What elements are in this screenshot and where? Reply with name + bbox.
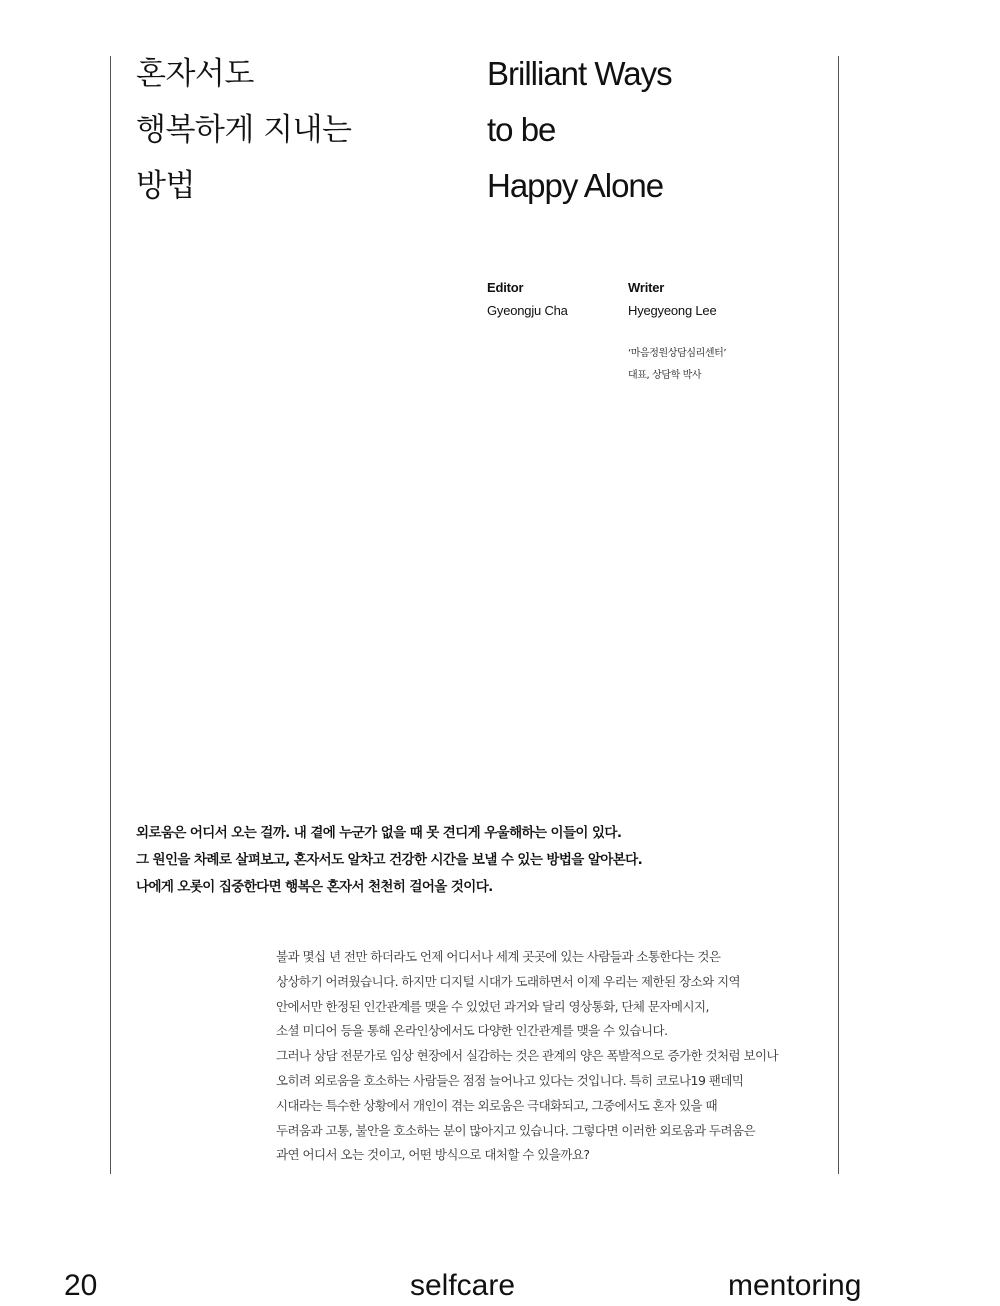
lede-paragraph: [136, 820, 642, 901]
body-line: 소셜 미디어 등을 통해 온라인상에서도 다양한 인간관계를 맺을 수 있습니다.: [276, 1023, 668, 1039]
editor-role-label: Editor: [487, 280, 524, 295]
korean-title: [136, 46, 351, 214]
body-line: 과연 어디서 오는 것이고, 어떤 방식으로 대처할 수 있을까요?: [276, 1147, 590, 1163]
lede-line: 나에게 오롯이 집중한다면 행복은 혼자서 천천히 걸어올 것이다.: [136, 879, 493, 895]
right-margin-rule: [838, 56, 839, 1174]
body-paragraph: [276, 945, 778, 1168]
writer-name: Hyegyeong Lee: [628, 303, 717, 318]
page-number: 20: [64, 1269, 98, 1302]
writer-affiliation-line: 대표, 상담학 박사: [628, 370, 702, 381]
body-line: 불과 몇십 년 전만 하더라도 언제 어디서나 세계 곳곳에 있는 사람들과 소통한다는 것은: [276, 949, 721, 964]
body-line: 안에서만 한정된 인간관계를 맺을 수 있었던 과거와 달리 영상통화, 단체 문자메시지,: [276, 998, 709, 1014]
writer-role-label: Writer: [628, 280, 665, 295]
body-line: 오히려 외로움을 호소하는 사람들은 점점 늘어나고 있다는 것입니다. 특히 코로나19 팬데믹: [276, 1072, 744, 1088]
english-title-line: Brilliant Ways: [487, 55, 672, 92]
editor-credit: [487, 276, 568, 322]
writer-affiliation: [628, 343, 726, 387]
section-label: selfcare: [410, 1269, 516, 1302]
korean-title-line: 방법: [136, 168, 195, 204]
writer-credit: [628, 276, 716, 322]
lede-line: 외로움은 어디서 오는 걸까. 내 곁에 누군가 없을 때 못 견디게 우울해하는 이들이 있다.: [136, 825, 622, 841]
lede-line: 그 원인을 차례로 살펴보고, 혼자서도 알차고 건강한 시간을 보낼 수 있는 방법을 알아본다.: [136, 852, 643, 868]
korean-title-line: 혼자서도: [136, 56, 254, 92]
writer-affiliation-line: ‘마음정원상담심리센터’: [628, 348, 727, 359]
body-line: 두려움과 고통, 불안을 호소하는 분이 많아지고 있습니다. 그렇다면 이러한 외로움과 두려움은: [276, 1122, 756, 1138]
body-line: 그러나 상담 전문가로 임상 현장에서 실감하는 것은 관계의 양은 폭발적으로 증가한 것처럼 보이나: [276, 1048, 779, 1064]
category-label: mentoring: [728, 1269, 862, 1302]
english-title-line: to be: [487, 111, 556, 148]
english-title-line: Happy Alone: [487, 167, 664, 204]
body-line: 상상하기 어려웠습니다. 하지만 디지털 시대가 도래하면서 이제 우리는 제한된 장소와 지역: [276, 973, 741, 989]
english-title: [487, 46, 672, 214]
editor-name: Gyeongju Cha: [487, 303, 568, 318]
korean-title-line: 행복하게 지내는: [136, 112, 352, 148]
left-margin-rule: [110, 56, 111, 1174]
body-line: 시대라는 특수한 상황에서 개인이 겪는 외로움은 극대화되고, 그중에서도 혼자 있을 때: [276, 1097, 718, 1113]
